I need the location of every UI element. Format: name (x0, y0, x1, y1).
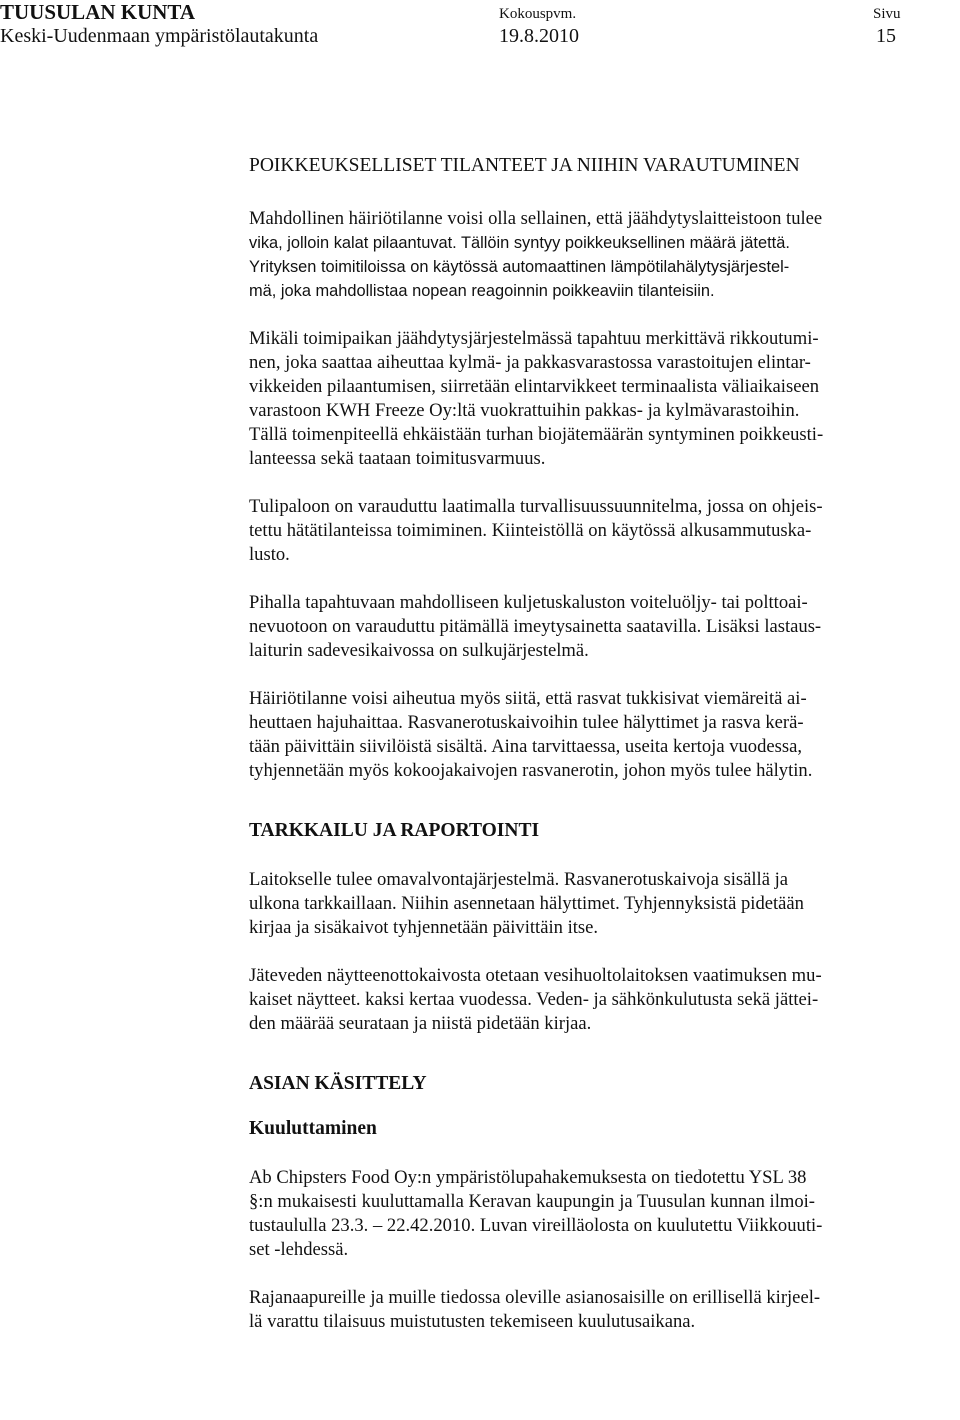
paragraph-line: kaiset näytteet. kaksi kertaa vuodessa. Veden- ja sähkönkulutusta sekä jättei- (249, 989, 819, 1010)
section-heading-monitoring: TARKKAILU JA RAPORTOINTI (249, 820, 540, 841)
paragraph-line: tään päivittäin siivilöistä sisältä. Aina tarvittaessa, useita kertoja vuodessa, (249, 736, 803, 757)
paragraph-line: lä varattu tilaisuus muistutusten tekemiseen kuulutusaikana. (249, 1311, 696, 1332)
paragraph-line: tettu hätätilanteissa toimiminen. Kiinteistöllä on käytössä alkusammutuska- (249, 520, 812, 541)
paragraph-line: kirjaa ja sisäkaivot tyhjennetään päivittäin itse. (249, 917, 599, 938)
section-heading-processing: ASIAN KÄSITTELY (249, 1073, 427, 1094)
paragraph-line: lanteessa sekä taataan toimitusvarmuus. (249, 448, 546, 469)
paragraph-line: Ab Chipsters Food Oy:n ympäristölupahakemuksesta on tiedotettu YSL 38 (249, 1167, 807, 1188)
paragraph-cooling-failure (249, 327, 955, 471)
paragraph-line: tustaululla 23.3. – 22.42.2010. Luvan vireilläolosta on kuulutettu Viikkouuti- (249, 1215, 823, 1236)
meeting-date: 19.8.2010 (499, 25, 579, 47)
paragraph-oil-leak (249, 591, 955, 663)
paragraph-malfunction (249, 207, 955, 303)
organization-unit: Keski-Uudenmaan ympäristölautakunta (0, 25, 319, 47)
paragraph-line: tyhjennetään myös kokoojakaivojen rasvanerotin, johon myös tulee hälytin. (249, 760, 813, 781)
paragraph-line: nevuotoon on varauduttu pitämällä imeytysainetta saatavilla. Lisäksi lastaus- (249, 616, 822, 637)
section-heading-exceptional-situations: POIKKEUKSELLISET TILANTEET JA NIIHIN VARAUTUMINEN (249, 155, 800, 176)
paragraph-line: heuttaen hajuhaittaa. Rasvanerotuskaivoihin tulee hälyttimet ja rasva kerä- (249, 712, 804, 733)
paragraph-line: Jäteveden näytteenottokaivosta otetaan vesihuoltolaitoksen vaatimuksen mu- (249, 965, 822, 986)
paragraph-fire-safety (249, 495, 955, 567)
paragraph-line: Mahdollinen häiriötilanne voisi olla sellainen, että jäähdytyslaitteistoon tulee (249, 208, 823, 229)
subsection-heading-announcement: Kuuluttaminen (249, 1118, 377, 1139)
paragraph-public-notice (249, 1166, 955, 1262)
paragraph-line: Pihalla tapahtuvaan mahdolliseen kuljetuskaluston voiteluöljy- tai polttoai- (249, 592, 808, 613)
paragraph-line: ulkona tarkkaillaan. Niihin asennetaan hälyttimet. Tyhjennyksistä pidetään (249, 893, 804, 914)
paragraph-line: laiturin sadevesikaivossa on sulkujärjestelmä. (249, 640, 589, 661)
document-header (0, 0, 960, 52)
paragraph-line: Tulipaloon on varauduttu laatimalla turvallisuussuunnitelma, jossa on ohjeis- (249, 496, 823, 517)
paragraph-line: Tällä toimenpiteellä ehkäistään turhan biojätemäärän syntyminen poikkeusti- (249, 424, 824, 445)
page-number: 15 (876, 25, 896, 47)
paragraph-line: nen, joka saattaa aiheuttaa kylmä- ja pakkasvarastossa varastoitujen elintar- (249, 352, 811, 373)
paragraph-line: vikkeiden pilaantumisen, siirretään elintarvikkeet terminaalista väliaikaiseen (249, 376, 819, 397)
paragraph-neighbours (249, 1286, 955, 1334)
paragraph-line: Häiriötilanne voisi aiheutua myös siitä, että rasvat tukkisivat viemäreitä ai- (249, 688, 807, 709)
paragraph-line: den määrää seurataan ja niistä pidetään kirjaa. (249, 1013, 592, 1034)
paragraph-self-monitoring (249, 868, 955, 940)
organization-name: TUUSULAN KUNTA (0, 0, 196, 24)
paragraph-grease-separator (249, 687, 955, 783)
paragraph-line: varastoon KWH Freeze Oy:ltä vuokrattuihin pakkas- ja kylmävarastoihin. (249, 400, 800, 421)
paragraph-line: set -lehdessä. (249, 1239, 349, 1260)
document-body (249, 152, 955, 1334)
page-label: Sivu (873, 6, 901, 22)
paragraph-line: mä, joka mahdollistaa nopean reagoinnin poikkeaviin tilanteisiin. (249, 282, 715, 300)
paragraph-line: lusto. (249, 544, 290, 565)
paragraph-line: Yrityksen toimitiloissa on käytössä automaattinen lämpötilahälytysjärjestel- (249, 258, 790, 276)
paragraph-line: Laitokselle tulee omavalvontajärjestelmä. Rasvanerotuskaivoja sisällä ja (249, 869, 789, 890)
paragraph-line: Mikäli toimipaikan jäähdytysjärjestelmässä tapahtuu merkittävä rikkoutumi- (249, 328, 819, 349)
paragraph-line: §:n mukaisesti kuuluttamalla Keravan kaupungin ja Tuusulan kunnan ilmoi- (249, 1191, 816, 1212)
paragraph-line: Rajanaapureille ja muille tiedossa oleville asianosaisille on erillisellä kirjeel- (249, 1287, 821, 1308)
paragraph-line: vika, jolloin kalat pilaantuvat. Tällöin syntyy poikkeuksellinen määrä jätettä. (249, 234, 790, 252)
meeting-date-label: Kokouspvm. (499, 6, 577, 22)
paragraph-wastewater-sampling (249, 964, 955, 1036)
